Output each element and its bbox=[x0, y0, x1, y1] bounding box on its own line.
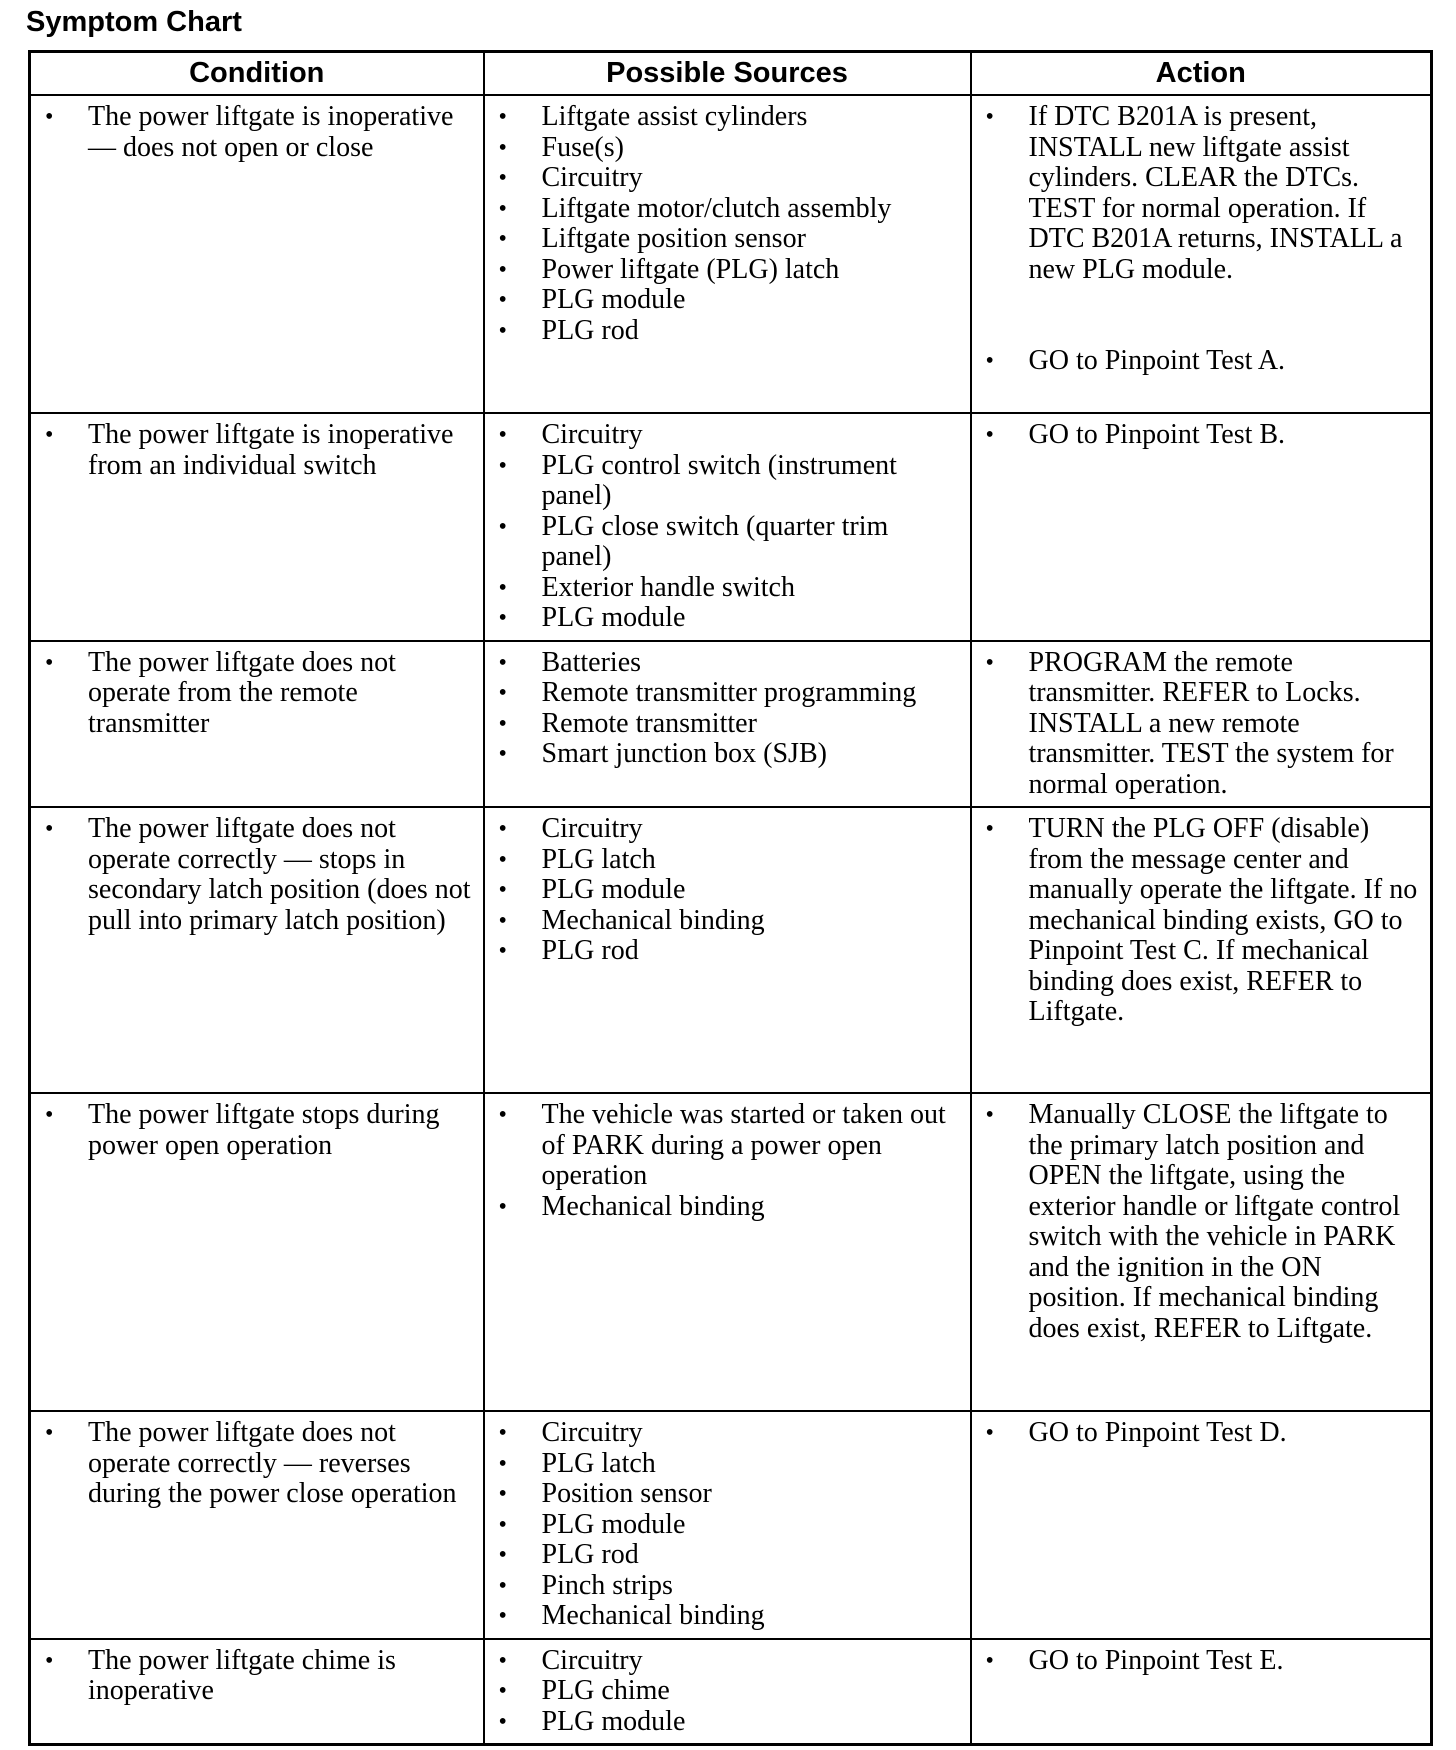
source-item: • Exterior handle switch bbox=[497, 573, 960, 604]
source-item: • Mechanical binding bbox=[497, 906, 960, 937]
source-item: • Fuse(s) bbox=[497, 133, 960, 164]
action-item: • GO to Pinpoint Test B. bbox=[984, 420, 1421, 451]
action-cell bbox=[971, 641, 1432, 808]
source-item: • PLG rod bbox=[497, 936, 960, 967]
header-possible-sources: Possible Sources bbox=[484, 52, 971, 96]
condition-cell bbox=[30, 1411, 484, 1639]
source-item: • PLG chime bbox=[497, 1676, 960, 1707]
source-item: • Batteries bbox=[497, 648, 960, 679]
action-cell bbox=[971, 1639, 1432, 1745]
action-item: • PROGRAM the remote transmitter. REFER to Locks. INSTALL a new remote transmitter. TEST the system for normal operation. bbox=[984, 648, 1421, 801]
source-item: • PLG module bbox=[497, 603, 960, 634]
condition-text: • The power liftgate stops during power open operation bbox=[43, 1100, 473, 1161]
sources-cell bbox=[484, 413, 971, 641]
action-cell bbox=[971, 95, 1432, 413]
action-cell bbox=[971, 1093, 1432, 1411]
table-row bbox=[30, 1411, 1432, 1639]
source-item: • Circuitry bbox=[497, 1646, 960, 1677]
sources-cell bbox=[484, 1411, 971, 1639]
sources-cell bbox=[484, 807, 971, 1093]
source-item: • PLG rod bbox=[497, 1540, 960, 1571]
table-row bbox=[30, 641, 1432, 808]
condition-cell bbox=[30, 413, 484, 641]
condition-cell bbox=[30, 1639, 484, 1745]
action-item: • If DTC B201A is present, INSTALL new liftgate assist cylinders. CLEAR the DTCs. TEST for normal operation. If DTC B201A returns, INSTALL a new PLG module. bbox=[984, 102, 1421, 285]
source-item: • Pinch strips bbox=[497, 1571, 960, 1602]
condition-cell bbox=[30, 1093, 484, 1411]
action-item: • TURN the PLG OFF (disable) from the message center and manually operate the liftgate. If no mechanical binding exists, GO to Pinpoint Test C. If mechanical binding does exist, REFER to Liftgate. bbox=[984, 814, 1421, 1028]
condition-cell bbox=[30, 641, 484, 808]
header-row bbox=[30, 52, 1432, 96]
source-item: • PLG latch bbox=[497, 1449, 960, 1480]
source-item: • Smart junction box (SJB) bbox=[497, 739, 960, 770]
action-item: • GO to Pinpoint Test A. bbox=[984, 346, 1421, 377]
sources-cell bbox=[484, 641, 971, 808]
source-item: • The vehicle was started or taken out of PARK during a power open operation bbox=[497, 1100, 960, 1192]
source-item: • Remote transmitter bbox=[497, 709, 960, 740]
table-row bbox=[30, 95, 1432, 413]
condition-cell bbox=[30, 807, 484, 1093]
condition-cell bbox=[30, 95, 484, 413]
source-item: • Liftgate position sensor bbox=[497, 224, 960, 255]
table-row bbox=[30, 807, 1432, 1093]
source-item: • PLG rod bbox=[497, 316, 960, 347]
source-item: • PLG close switch (quarter trim panel) bbox=[497, 512, 960, 573]
source-item: • PLG module bbox=[497, 1707, 960, 1738]
source-item: • Liftgate assist cylinders bbox=[497, 102, 960, 133]
condition-text: • The power liftgate is inoperative — does not open or close bbox=[43, 102, 473, 163]
source-item: • PLG module bbox=[497, 875, 960, 906]
source-item: • Circuitry bbox=[497, 163, 960, 194]
source-item: • Position sensor bbox=[497, 1479, 960, 1510]
table-row bbox=[30, 1093, 1432, 1411]
action-item: • GO to Pinpoint Test E. bbox=[984, 1646, 1421, 1677]
action-item: • Manually CLOSE the liftgate to the primary latch position and OPEN the liftgate, using the exterior handle or liftgate control switch with the vehicle in PARK and the ignition in the ON position. If mechanical binding does exist, REFER to Liftgate. bbox=[984, 1100, 1421, 1344]
source-item: • Remote transmitter programming bbox=[497, 678, 960, 709]
source-item: • Liftgate motor/clutch assembly bbox=[497, 194, 960, 225]
table-row bbox=[30, 413, 1432, 641]
sources-cell bbox=[484, 1639, 971, 1745]
action-item: • GO to Pinpoint Test D. bbox=[984, 1418, 1421, 1449]
header-condition: Condition bbox=[30, 52, 484, 96]
symptom-chart-table bbox=[28, 50, 1433, 1746]
table-row bbox=[30, 1639, 1432, 1745]
sources-cell bbox=[484, 95, 971, 413]
condition-text: • The power liftgate does not operate correctly — stops in secondary latch position (does not pull into primary latch position) bbox=[43, 814, 473, 936]
condition-text: • The power liftgate does not operate from the remote transmitter bbox=[43, 648, 473, 740]
source-item: • Mechanical binding bbox=[497, 1192, 960, 1223]
action-cell bbox=[971, 807, 1432, 1093]
source-item: • Power liftgate (PLG) latch bbox=[497, 255, 960, 286]
source-item: • PLG latch bbox=[497, 845, 960, 876]
page-title: Symptom Chart bbox=[26, 6, 242, 38]
condition-text: • The power liftgate does not operate correctly — reverses during the power close operation bbox=[43, 1418, 473, 1510]
condition-text: • The power liftgate chime is inoperative bbox=[43, 1646, 473, 1707]
source-item: • PLG control switch (instrument panel) bbox=[497, 451, 960, 512]
source-item: • Circuitry bbox=[497, 420, 960, 451]
source-item: • PLG module bbox=[497, 285, 960, 316]
source-item: • Circuitry bbox=[497, 1418, 960, 1449]
action-cell bbox=[971, 413, 1432, 641]
source-item: • Mechanical binding bbox=[497, 1601, 960, 1632]
header-action: Action bbox=[971, 52, 1432, 96]
condition-text: • The power liftgate is inoperative from an individual switch bbox=[43, 420, 473, 481]
source-item: • Circuitry bbox=[497, 814, 960, 845]
action-cell bbox=[971, 1411, 1432, 1639]
sources-cell bbox=[484, 1093, 971, 1411]
source-item: • PLG module bbox=[497, 1510, 960, 1541]
